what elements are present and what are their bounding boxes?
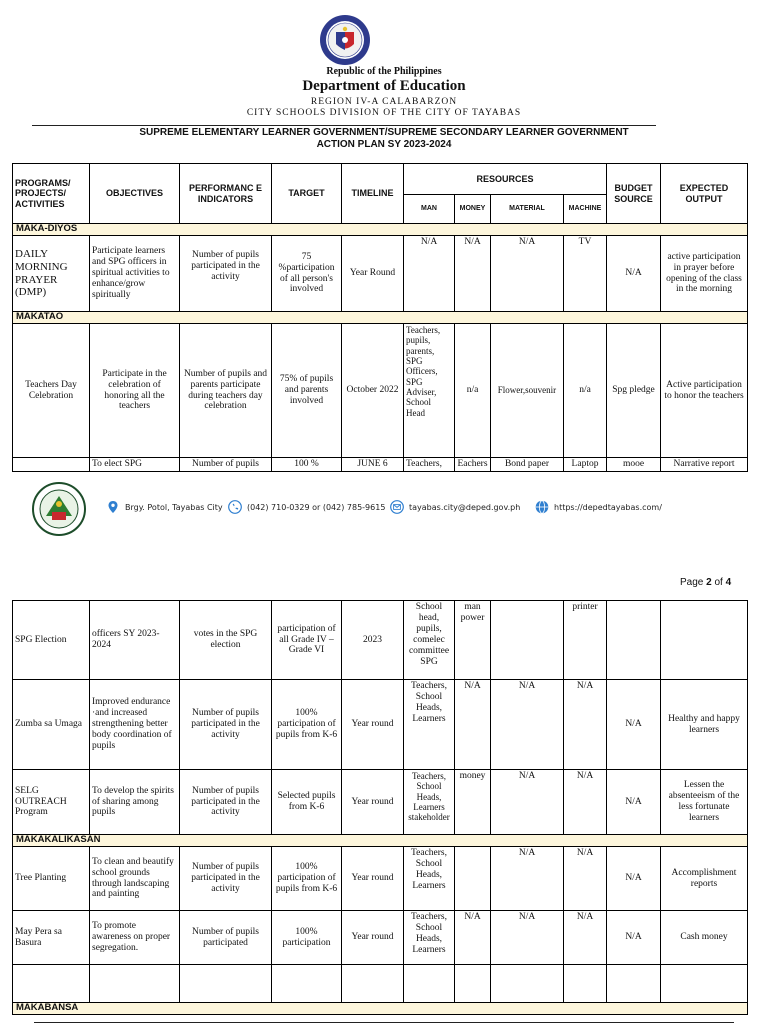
cell-money: N/A	[455, 680, 491, 770]
table-row	[13, 601, 748, 680]
bottom-rule	[34, 1022, 734, 1023]
cell-program: Zumba sa Umaga	[13, 680, 90, 770]
cell-man: Teachers, School Heads, Learners stakeholder	[404, 770, 455, 835]
header-budget: BUDGET SOURCE	[607, 164, 661, 224]
cell-objective: officers SY 2023-2024	[90, 601, 180, 680]
cell-material: Flower,souvenir	[491, 324, 564, 458]
section-makakalikasan: MAKAKALIKASAN	[13, 835, 748, 847]
cell-program: SELG OUTREACH Program	[13, 770, 90, 835]
cell-machine: N/A	[564, 770, 607, 835]
cell-objective: To develop the spirits of sharing among pupils	[90, 770, 180, 835]
header-man: MAN	[404, 195, 455, 224]
cell-man: Teachers,	[404, 458, 455, 472]
header-material: MATERIAL	[491, 195, 564, 224]
cell-indicator: Number of pupils and parents participate during teachers day celebration	[180, 324, 272, 458]
header-resources: RESOURCES	[404, 164, 607, 195]
footer-website-link[interactable]: https://depedtayabas.com/	[554, 502, 662, 512]
cell-target: participation of all Grade IV – Grade VI	[272, 601, 342, 680]
cell-man: Teachers, School Heads, Learners	[404, 847, 455, 911]
cell-money: man power	[455, 601, 491, 680]
page-number	[680, 577, 731, 588]
cell-timeline: Year round	[342, 847, 404, 911]
cell-objective: Participate learners and SPG officers in spiritual activities to enhance/grow spiritually	[90, 236, 180, 312]
action-plan-table-page-2	[12, 600, 748, 1015]
cell-budget: N/A	[607, 680, 661, 770]
action-plan-table-page-1	[12, 163, 748, 472]
cell-budget: Spg pledge	[607, 324, 661, 458]
header-objectives: OBJECTIVES	[90, 164, 180, 224]
cell-indicator: votes in the SPG election	[180, 601, 272, 680]
phone-icon	[228, 500, 242, 514]
cell-man: School head, pupils, comelec committee SPG	[404, 601, 455, 680]
cell-budget: N/A	[607, 236, 661, 312]
division-text: CITY SCHOOLS DIVISION OF THE CITY OF TAYABAS	[246, 108, 522, 118]
cell-money: Eachers	[455, 458, 491, 472]
cell-machine: N/A	[564, 911, 607, 965]
table-row	[13, 458, 748, 472]
cell-man: Teachers, School Heads, Learners	[404, 680, 455, 770]
deped-seal-logo	[319, 14, 371, 66]
cell-indicator: Number of pupils participated in the activity	[180, 236, 272, 312]
cell-money: N/A	[455, 236, 491, 312]
cell-objective: To clean and beautify school grounds through landscaping and painting	[90, 847, 180, 911]
cell-man: N/A	[404, 236, 455, 312]
cell-machine: TV	[564, 236, 607, 312]
header-expected: EXPECTED OUTPUT	[661, 164, 748, 224]
cell-indicator: Number of pupils participated	[180, 911, 272, 965]
cell-program: May Pera sa Basura	[13, 911, 90, 965]
cell-budget: N/A	[607, 770, 661, 835]
page-current: 2	[706, 577, 712, 588]
email-icon	[390, 500, 404, 514]
cell-budget: N/A	[607, 847, 661, 911]
header-timeline: TIMELINE	[342, 164, 404, 224]
cell-output: Accomplishment reports	[661, 847, 748, 911]
region-text: REGION IV-A CALABARZON	[310, 97, 458, 107]
cell-money: N/A	[455, 911, 491, 965]
cell-target: 100 %	[272, 458, 342, 472]
table-row	[13, 324, 748, 458]
section-makabansa: MAKABANSA	[13, 1003, 748, 1015]
cell-target: 100% participation of pupils from K-6	[272, 847, 342, 911]
cell-machine: Laptop	[564, 458, 607, 472]
cell-target: 75% of pupils and parents involved	[272, 324, 342, 458]
cell-material: N/A	[491, 911, 564, 965]
section-makatao: MAKATAO	[13, 312, 748, 324]
cell-target: Selected pupils from K-6	[272, 770, 342, 835]
table-row	[13, 847, 748, 911]
cell-output: Narrative report	[661, 458, 748, 472]
document-title: SUPREME ELEMENTARY LEARNER GOVERNMENT/SUPREME SECONDARY LEARNER GOVERNMENT	[139, 127, 629, 138]
table-row	[13, 770, 748, 835]
cell-program: Teachers Day Celebration	[13, 324, 90, 458]
footer-email	[390, 500, 520, 514]
cell-machine: printer	[564, 601, 607, 680]
cell-money: money	[455, 770, 491, 835]
footer-address-text: Brgy. Potol, Tayabas City	[125, 502, 223, 512]
cell-timeline: October 2022	[342, 324, 404, 458]
letterhead-footer	[28, 478, 748, 540]
cell-program: DAILY MORNING PRAYER (DMP)	[13, 236, 90, 312]
cell-indicator: Number of pupils participated in the activity	[180, 680, 272, 770]
table-row-empty	[13, 965, 748, 1003]
cell-money: n/a	[455, 324, 491, 458]
cell-program: SPG Election	[13, 601, 90, 680]
cell-budget: mooe	[607, 458, 661, 472]
cell-target: 75 %participation of all person's involved	[272, 236, 342, 312]
cell-material	[491, 601, 564, 680]
location-pin-icon	[106, 500, 120, 514]
page-of: of	[714, 577, 723, 588]
division-logo	[32, 482, 86, 536]
cell-budget: N/A	[607, 911, 661, 965]
document-subtitle: ACTION PLAN SY 2023-2024	[316, 139, 452, 150]
cell-output	[661, 601, 748, 680]
cell-timeline: Year round	[342, 911, 404, 965]
cell-output: active participation in prayer before opening of the class in the morning	[661, 236, 748, 312]
cell-machine: N/A	[564, 847, 607, 911]
cell-output: Lessen the absenteeism of the less fortunate learners	[661, 770, 748, 835]
cell-machine: n/a	[564, 324, 607, 458]
table-row	[13, 680, 748, 770]
header-rule	[32, 125, 656, 126]
header-machine: MACHINE	[564, 195, 607, 224]
header-money: MONEY	[455, 195, 491, 224]
cell-machine: N/A	[564, 680, 607, 770]
globe-icon	[535, 500, 549, 514]
cell-indicator: Number of pupils participated in the activity	[180, 770, 272, 835]
cell-program	[13, 458, 90, 472]
department-title: Department of Education	[302, 78, 466, 94]
page-total: 4	[725, 577, 732, 588]
section-maka-diyos: MAKA-DIYOS	[13, 224, 748, 236]
cell-target: 100% participation	[272, 911, 342, 965]
cell-output: Active participation to honor the teachers	[661, 324, 748, 458]
header-target: TARGET	[272, 164, 342, 224]
cell-money	[455, 847, 491, 911]
footer-phone	[228, 500, 385, 514]
cell-objective: Improved endurance ·and increased strengthening better body coordination of pupils	[90, 680, 180, 770]
header-programs: PROGRAMS/ PROJECTS/ ACTIVITIES	[13, 164, 90, 224]
footer-phone-text: (042) 710-0329 or (042) 785-9615	[247, 502, 386, 512]
cell-target: 100% participation of pupils from K-6	[272, 680, 342, 770]
footer-website	[535, 500, 662, 514]
cell-output: Cash money	[661, 911, 748, 965]
cell-timeline: Year round	[342, 680, 404, 770]
cell-indicator: Number of pupils participated in the activity	[180, 847, 272, 911]
cell-objective: To promote awareness on proper segregation.	[90, 911, 180, 965]
cell-timeline: 2023	[342, 601, 404, 680]
cell-objective: Participate in the celebration of honoring all the teachers	[90, 324, 180, 458]
cell-program: Tree Planting	[13, 847, 90, 911]
cell-man: Teachers, pupils, parents, SPG Officers, SPG Adviser, School Head	[404, 324, 455, 458]
cell-indicator: Number of pupils	[180, 458, 272, 472]
footer-address	[106, 500, 223, 514]
cell-output: Healthy and happy learners	[661, 680, 748, 770]
cell-material: N/A	[491, 236, 564, 312]
cell-material: N/A	[491, 680, 564, 770]
table-row	[13, 911, 748, 965]
page-label: Page	[680, 577, 704, 588]
footer-email-text: tayabas.city@deped.gov.ph	[409, 502, 521, 512]
cell-material: Bond paper	[491, 458, 564, 472]
republic-text: Republic of the Philippines	[326, 66, 442, 77]
cell-timeline: JUNE 6	[342, 458, 404, 472]
header-performance: PERFORMANC E INDICATORS	[180, 164, 272, 224]
cell-timeline: Year round	[342, 770, 404, 835]
cell-timeline: Year Round	[342, 236, 404, 312]
cell-material: N/A	[491, 847, 564, 911]
cell-man: Teachers, School Heads, Learners	[404, 911, 455, 965]
table-row	[13, 236, 748, 312]
cell-budget	[607, 601, 661, 680]
cell-objective: To elect SPG	[90, 458, 180, 472]
cell-material: N/A	[491, 770, 564, 835]
